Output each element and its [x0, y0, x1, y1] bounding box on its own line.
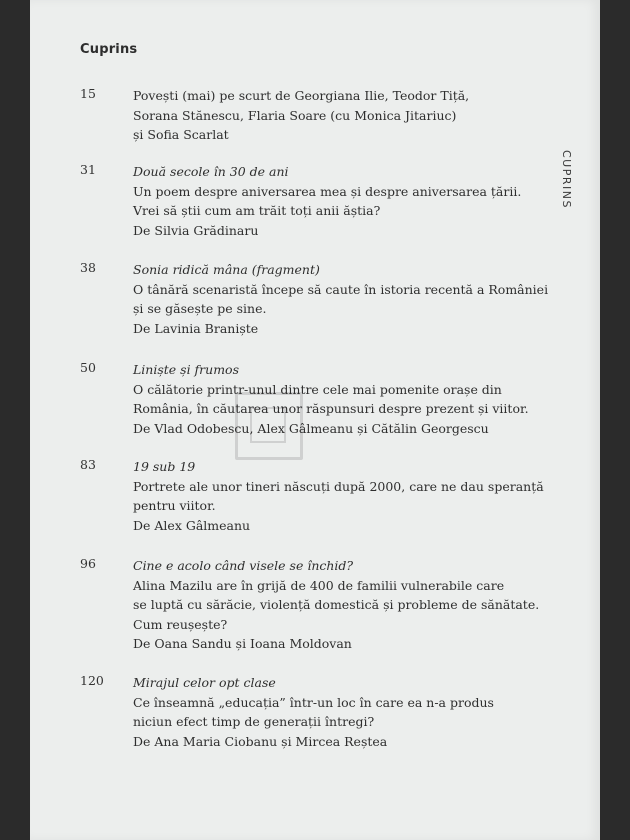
toc-line: Povești (mai) pe scurt de Georgiana Ilie, Teodor Tiță, — [133, 88, 470, 103]
toc-line: Sorana Stănescu, Flaria Soare (cu Monica Jitariuc) — [133, 107, 457, 123]
toc-line: Cum reușește? — [133, 616, 228, 632]
toc-entry-text — [133, 86, 563, 145]
toc-entry-text — [133, 457, 563, 535]
toc-entry-text — [133, 360, 563, 438]
page-heading: Cuprins — [80, 42, 138, 57]
toc-entry-title: Cine e acolo când visele se închid? — [133, 558, 354, 573]
toc-page-number: 96 — [80, 556, 96, 571]
toc-line: și Sofia Scarlat — [133, 127, 229, 142]
toc-line: niciun efect timp de generații întregi? — [133, 714, 375, 729]
toc-entry-text — [133, 673, 563, 751]
toc-page-number: 15 — [80, 86, 96, 101]
toc-line: Alina Mazilu are în grijă de 400 de familii vulnerabile care — [133, 577, 505, 593]
toc-author: De Vlad Odobescu, Alex Gâlmeanu și Cătălin Georgescu — [133, 420, 489, 436]
toc-line: și se găsește pe sine. — [133, 301, 267, 316]
toc-page-number: 120 — [80, 673, 104, 688]
toc-author: De Silvia Grădinaru — [133, 222, 259, 238]
toc-line: Portrete ale unor tineri născuți după 2000, care ne dau speranță — [133, 478, 544, 494]
toc-author: De Lavinia Braniște — [133, 320, 259, 336]
toc-line: O tânără scenaristă începe să caute în istoria recentă a României — [133, 281, 549, 297]
toc-author: De Ana Maria Ciobanu și Mircea Reștea — [133, 733, 388, 749]
toc-line: pentru viitor. — [133, 498, 216, 513]
toc-page-number: 38 — [80, 260, 96, 275]
toc-line: Vrei să știi cum am trăit toți anii ăștia? — [133, 203, 381, 218]
toc-entry-title: Două secole în 30 de ani — [133, 164, 289, 179]
toc-author: De Oana Sandu și Ioana Moldovan — [133, 636, 352, 651]
toc-line: Ce înseamnă „educația” într-un loc în care ea n-a produs — [133, 694, 494, 710]
toc-entry-text — [133, 556, 563, 654]
toc-line: se luptă cu sărăcie, violență domestică și probleme de sănătate. — [133, 597, 540, 612]
running-header-vertical: CUPRINS — [560, 150, 573, 209]
toc-entry-title: Liniște și frumos — [133, 362, 239, 377]
toc-page-number: 50 — [80, 360, 96, 375]
toc-author: De Alex Gâlmeanu — [133, 517, 251, 533]
toc-entry-title: 19 sub 19 — [133, 459, 196, 474]
toc-entry-text — [133, 162, 563, 240]
toc-line: Un poem despre aniversarea mea și despre aniversarea țării. — [133, 183, 522, 199]
toc-entry-title: Mirajul celor opt clase — [133, 675, 276, 690]
toc-page-number: 83 — [80, 457, 96, 472]
toc-page-number: 31 — [80, 162, 96, 177]
toc-line: O călătorie printr-unul dintre cele mai pomenite orașe din — [133, 381, 502, 397]
toc-entry-title: Sonia ridică mâna (fragment) — [133, 262, 320, 277]
book-page — [30, 0, 600, 840]
toc-entry-text — [133, 260, 563, 338]
toc-line: România, în căutarea unor răspunsuri despre prezent și viitor. — [133, 401, 529, 416]
